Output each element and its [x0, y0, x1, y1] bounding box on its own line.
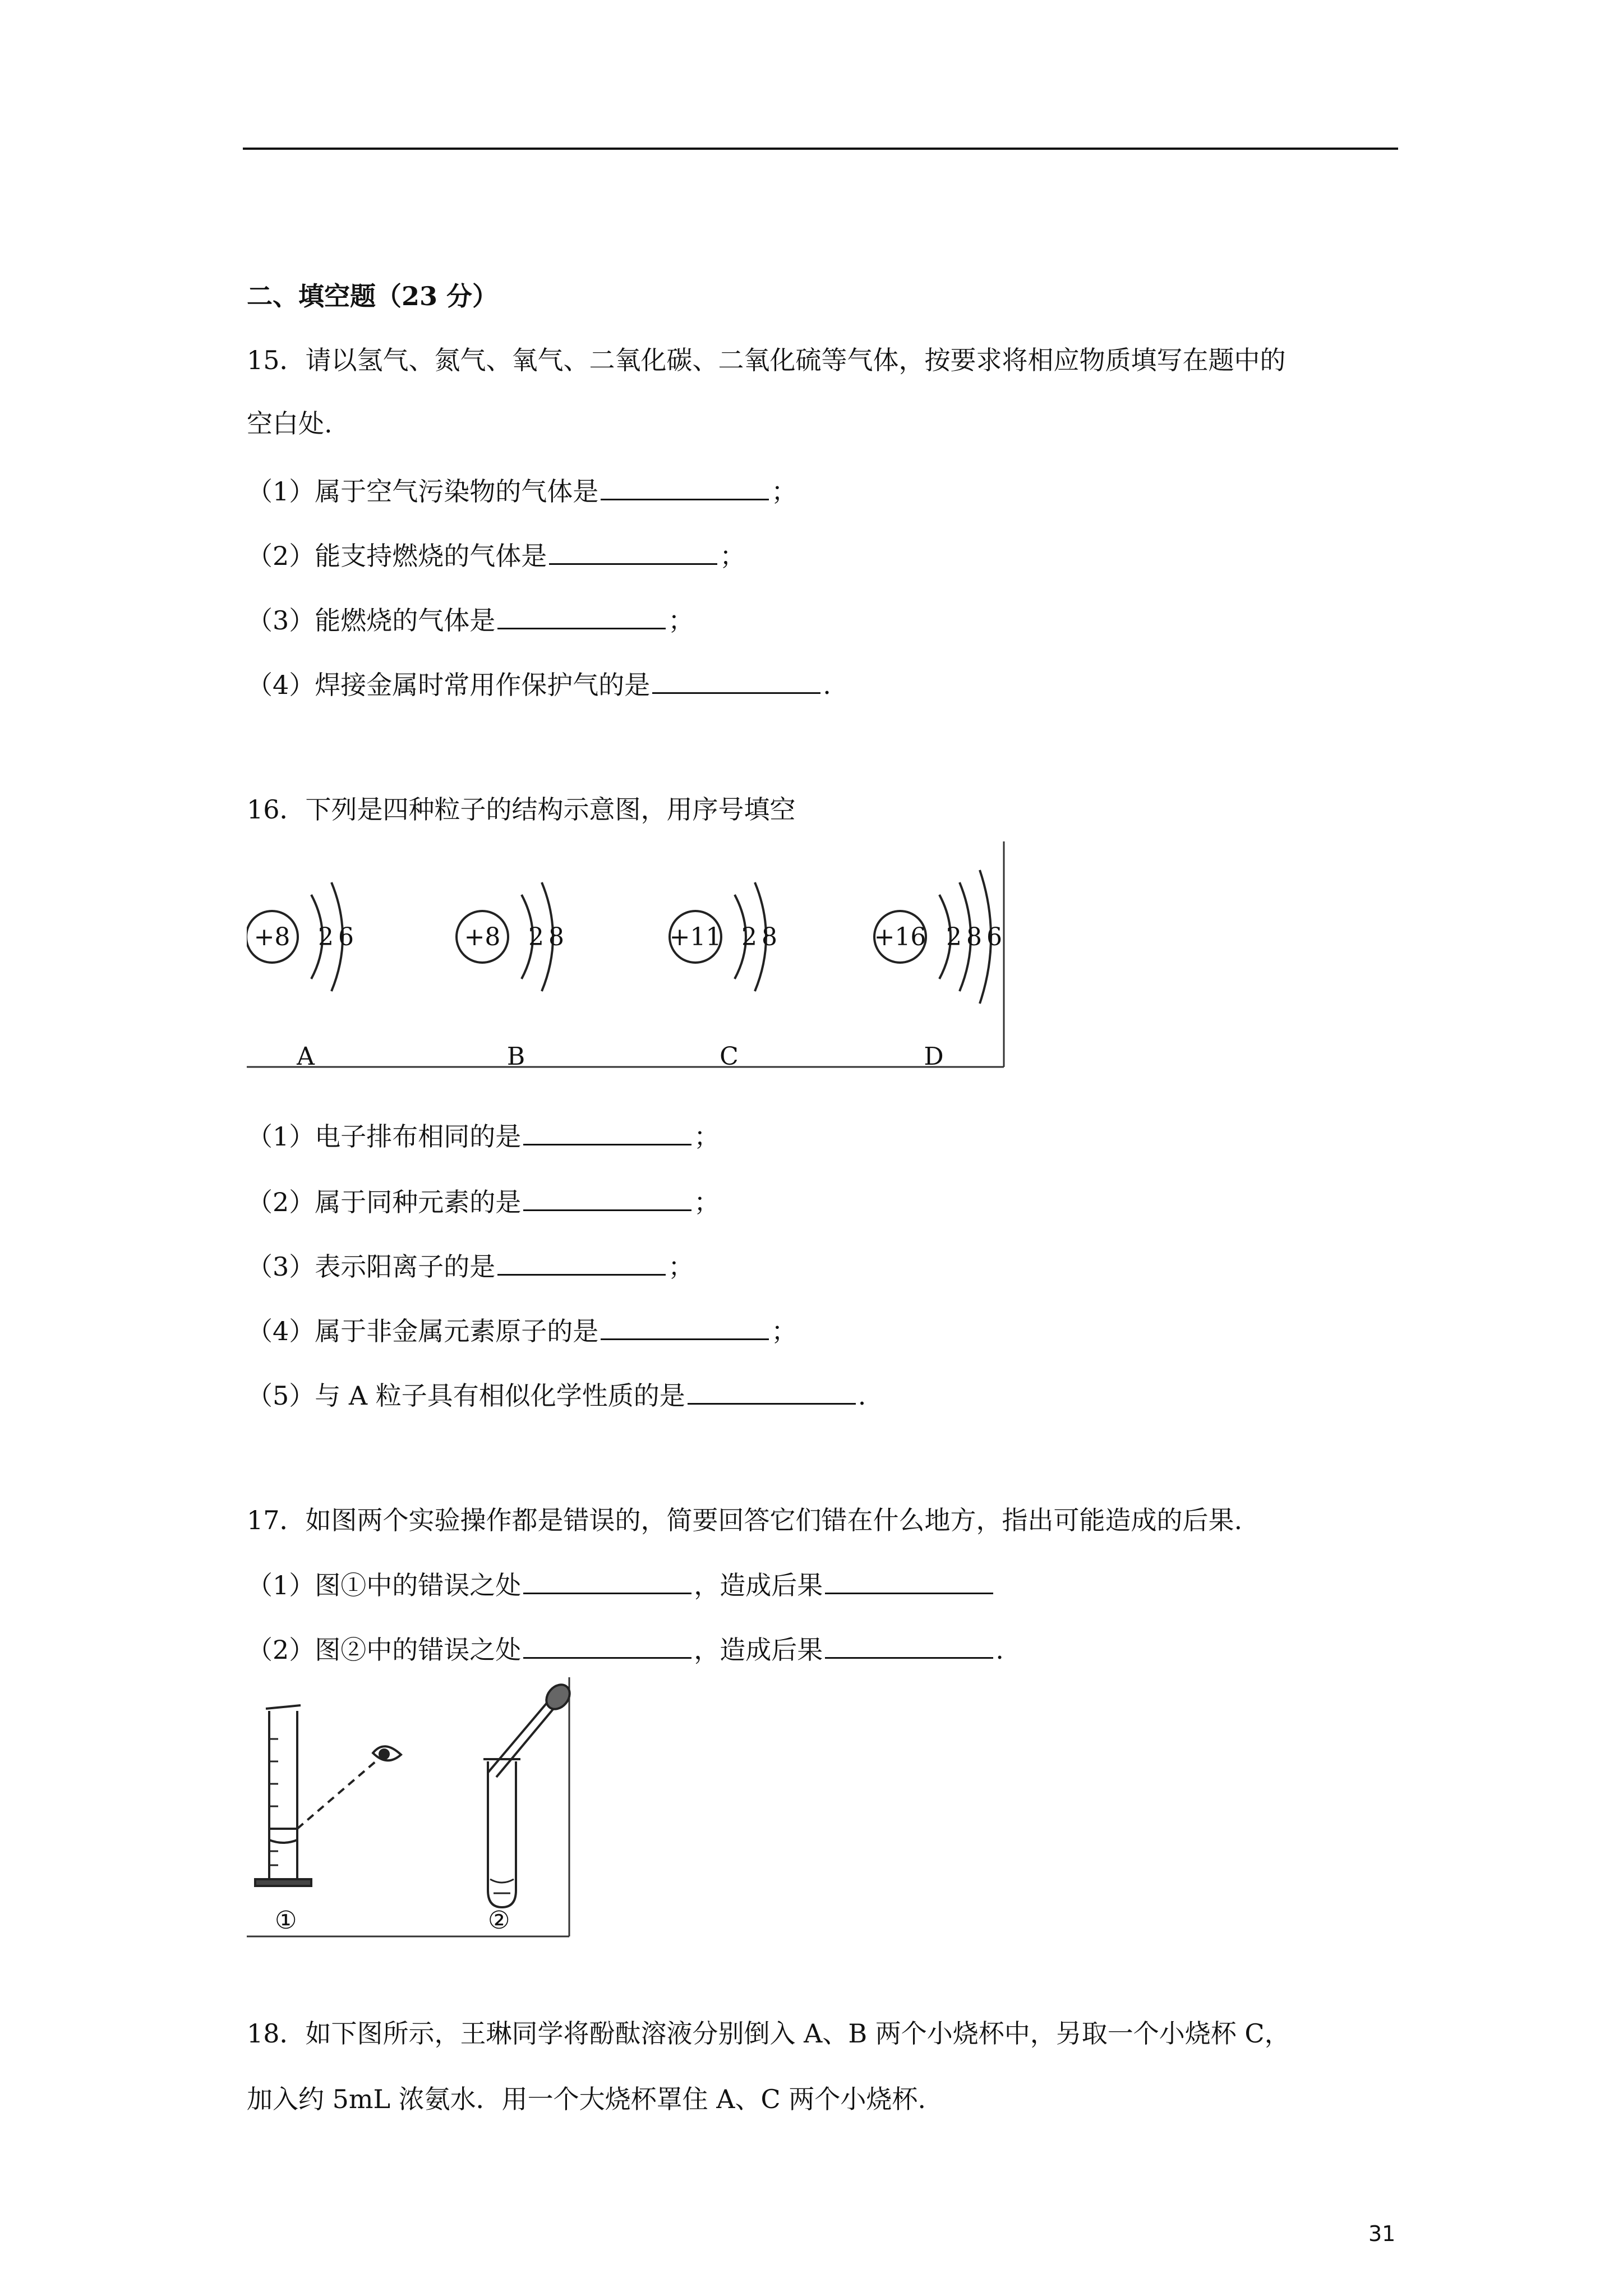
answer-blank[interactable]: [523, 1567, 691, 1594]
answer-blank[interactable]: [825, 1631, 993, 1659]
q15-part3-text: （3）能燃烧的气体是: [247, 605, 496, 636]
q17-part1-text: （1）图①中的错误之处: [247, 1570, 522, 1600]
atom-label: B: [506, 1042, 525, 1071]
shell-electron-count: 8: [762, 923, 777, 951]
shell-electron-count: 2: [528, 923, 544, 951]
answer-blank[interactable]: [523, 1631, 691, 1659]
q16-part1-text: （1）电子排布相同的是: [247, 1121, 522, 1152]
figure-label-1: ①: [275, 1906, 297, 1935]
atom-A: [247, 882, 354, 1071]
q16-part3: （3）表示阳离子的是 ；: [247, 1248, 694, 1283]
q16-part5: （5）与 A 粒子具有相似化学性质的是 .: [247, 1377, 866, 1412]
q15-part4: （4）焊接金属时常用作保护气的是 .: [247, 666, 831, 702]
atomic-structure-diagram: [247, 841, 1009, 1071]
page-number: 31: [1368, 2221, 1396, 2246]
answer-blank[interactable]: [523, 1184, 691, 1211]
dropper: [488, 1680, 572, 1777]
q15-part1: （1）属于空气污染物的气体是 ；: [247, 473, 797, 508]
nucleus-charge: +8: [464, 923, 501, 951]
atom-C: [670, 882, 777, 1071]
eye-icon: [373, 1746, 401, 1760]
answer-blank[interactable]: [523, 1118, 691, 1145]
answer-blank[interactable]: [497, 602, 666, 629]
lab-operation-svg: [247, 1677, 572, 1941]
nucleus-charge: +16: [874, 923, 926, 951]
atom-label: A: [297, 1042, 315, 1071]
q16-stem: 16．下列是四种粒子的结构示意图，用序号填空: [247, 794, 796, 825]
shell-electron-count: 8: [966, 923, 982, 951]
q15-part1-text: （1）属于空气污染物的气体是: [247, 476, 599, 507]
q16-part1: （1）电子排布相同的是 ；: [247, 1118, 720, 1153]
answer-blank[interactable]: [601, 473, 769, 500]
q15-part4-text: （4）焊接金属时常用作保护气的是: [247, 670, 651, 700]
q16-part4-text: （4）属于非金属元素原子的是: [247, 1316, 599, 1346]
atom-B: [457, 882, 564, 1071]
q18-stem-line1: 18．如下图所示，王琳同学将酚酞溶液分别倒入 A、B 两个小烧杯中，另取一个小烧杯 C，: [247, 2018, 1290, 2049]
answer-blank[interactable]: [601, 1313, 769, 1340]
q17-part1: （1）图①中的错误之处 ，造成后果: [247, 1567, 995, 1602]
shell-electron-count: 8: [548, 923, 564, 951]
q16-part4: （4）属于非金属元素原子的是 ；: [247, 1313, 797, 1348]
nucleus-charge: +11: [669, 923, 722, 951]
answer-blank[interactable]: [652, 666, 820, 694]
q15-part2-text: （2）能支持燃烧的气体是: [247, 541, 547, 571]
shell-electron-count: 2: [946, 923, 962, 951]
shell-electron-count: 6: [986, 923, 1002, 951]
q18-stem-line2: 加入约 5mL 浓氨水．用一个大烧杯罩住 A、C 两个小烧杯.: [247, 2084, 926, 2114]
test-tube: [483, 1759, 520, 1907]
shell-electron-count: 2: [741, 923, 757, 951]
lab-operation-figure: [247, 1677, 572, 1941]
q15-stem-line1: 15．请以氢气、氮气、氧气、二氧化碳、二氧化硫等气体，按要求将相应物质填写在题中的: [247, 345, 1286, 375]
atom-label: D: [924, 1042, 944, 1071]
atomic-structure-svg: [247, 841, 1009, 1071]
atom-D: [874, 870, 1002, 1071]
q17-stem: 17．如图两个实验操作都是错误的，简要回答它们错在什么地方，指出可能造成的后果.: [247, 1505, 1243, 1535]
atom-label: C: [720, 1042, 739, 1071]
q16-part2: （2）属于同种元素的是 ；: [247, 1184, 720, 1219]
q15-part3: （3）能燃烧的气体是 ；: [247, 602, 694, 637]
q15-part2: （2）能支持燃烧的气体是 ；: [247, 537, 745, 573]
answer-blank[interactable]: [497, 1248, 666, 1276]
nucleus-charge: +8: [253, 923, 291, 951]
q15-stem-line2: 空白处.: [247, 408, 333, 439]
answer-blank[interactable]: [549, 537, 717, 565]
section-heading: 二、填空题（23 分）: [247, 281, 499, 311]
q17-part2: （2）图②中的错误之处 ，造成后果 .: [247, 1631, 1004, 1667]
sight-line: [297, 1761, 376, 1829]
q16-part5-text: （5）与 A 粒子具有相似化学性质的是: [247, 1381, 685, 1411]
q16-part3-text: （3）表示阳离子的是: [247, 1251, 496, 1282]
q16-part2-text: （2）属于同种元素的是: [247, 1187, 522, 1217]
header-rule: [243, 148, 1398, 150]
graduated-cylinder: [255, 1705, 311, 1886]
q17-part2-text: （2）图②中的错误之处: [247, 1635, 522, 1665]
answer-blank[interactable]: [825, 1567, 993, 1594]
answer-blank[interactable]: [688, 1377, 856, 1405]
shell-electron-count: 6: [338, 923, 354, 951]
figure-label-2: ②: [488, 1906, 510, 1935]
shell-electron-count: 2: [318, 923, 334, 951]
